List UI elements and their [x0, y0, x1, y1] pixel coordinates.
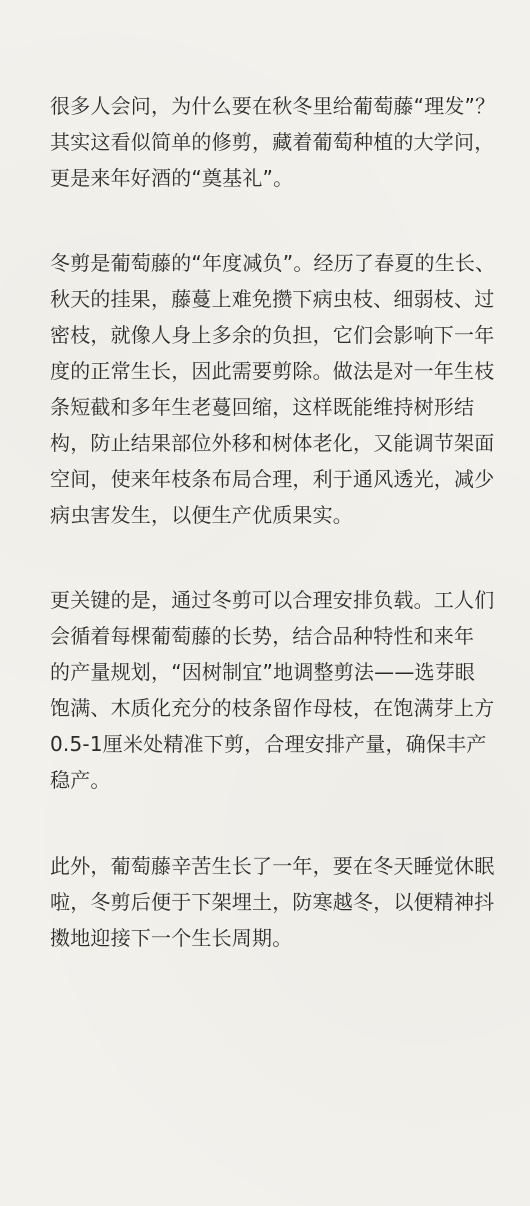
text-line: 0.5-1厘米处精准下剪，合理安排产量，确保丰产 — [50, 732, 487, 756]
text-line: 更关键的是，通过冬剪可以合理安排负载。工人们 — [50, 588, 495, 612]
text-line: 度的正常生长，因此需要剪除。做法是对一年生枝 — [50, 359, 495, 383]
text-line: 稳产。 — [50, 768, 111, 792]
paragraph-intro — [50, 88, 496, 196]
text-line: 条短截和多年生老蔓回缩，这样既能维持树形结 — [50, 395, 475, 419]
text-line: 构，防止结果部位外移和树体老化，又能调节架面 — [50, 431, 495, 455]
text-line: 啦，冬剪后便于下架埋土，防寒越冬，以便精神抖 — [50, 890, 495, 914]
article-body — [50, 88, 496, 956]
text-line: 很多人会问，为什么要在秋冬里给葡萄藤“理发”？ — [50, 94, 496, 118]
text-line: 饱满、木质化充分的枝条留作母枝，在饱满芽上方 — [50, 696, 495, 720]
text-line: 会循着每棵葡萄藤的长势，结合品种特性和来年 — [50, 624, 475, 648]
text-line: 此外，葡萄藤辛苦生长了一年，要在冬天睡觉休眠 — [50, 854, 495, 878]
text-line: 更是来年好酒的“奠基礼”。 — [50, 166, 294, 190]
text-line: 的产量规划，“因树制宜”地调整剪法——选芽眼 — [50, 660, 476, 684]
text-line: 冬剪是葡萄藤的“年度减负”。经历了春夏的生长、 — [50, 251, 496, 275]
paragraph-load-management — [50, 582, 495, 798]
text-line: 擞地迎接下一个生长周期。 — [50, 926, 293, 950]
text-line: 空间，使来年枝条布局合理，利于通风透光，减少 — [50, 467, 495, 491]
paragraph-winter-pruning — [50, 245, 496, 533]
text-line: 秋天的挂果，藤蔓上难免攒下病虫枝、细弱枝、过 — [50, 287, 495, 311]
paragraph-overwintering — [50, 848, 495, 956]
text-line: 病虫害发生，以便生产优质果实。 — [50, 503, 353, 527]
text-line: 密枝，就像人身上多余的负担，它们会影响下一年 — [50, 323, 495, 347]
text-line: 其实这看似简单的修剪，藏着葡萄种植的大学问， — [50, 130, 495, 154]
